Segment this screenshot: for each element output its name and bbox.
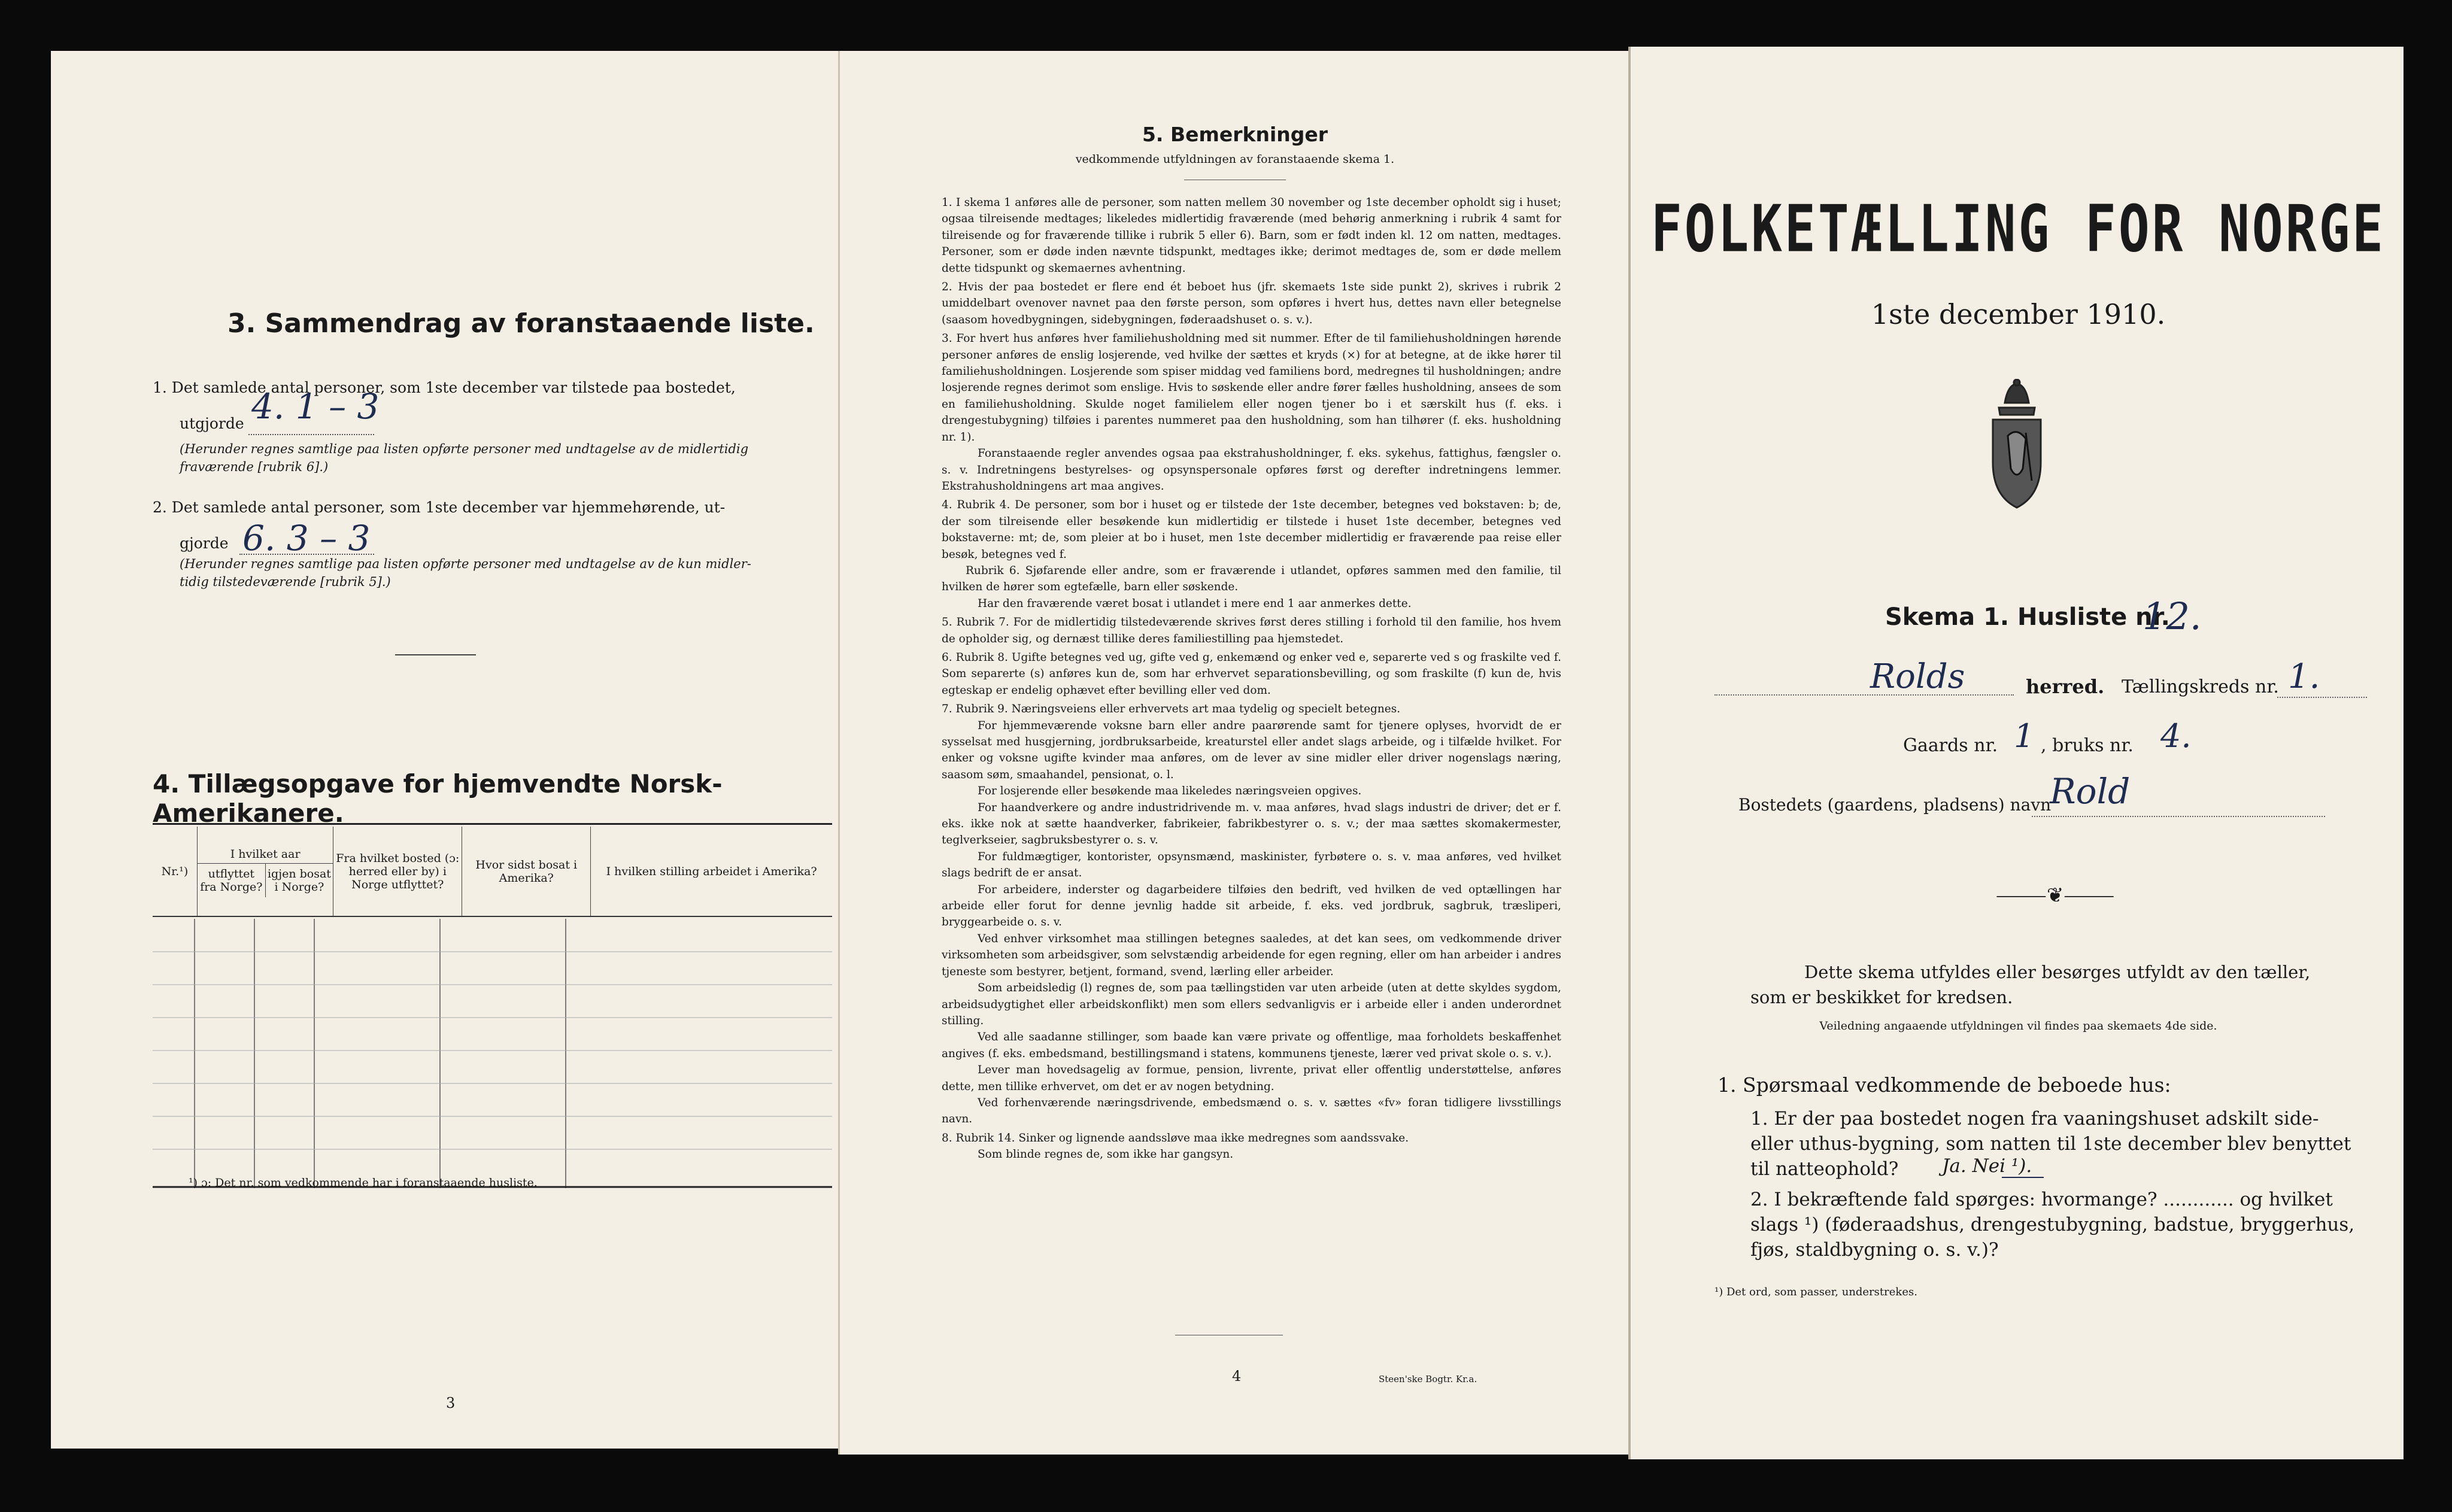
remark-para: 5. Rubrik 7. For de midlertidig tilstedeværende skrives først deres stilling i forhold til den familie, hos hvem de opholder sig, og dernæst tillike deres familiestilling paa hjemstedet. bbox=[942, 616, 1561, 645]
item-1-note-line1: (Herunder regnes samtlige paa listen opførte personer med undtagelse av de midlertidig bbox=[180, 442, 749, 456]
table-body-grid bbox=[153, 919, 832, 1188]
remark-para: For hjemmeværende voksne barn eller andre paarørende samt for tjenere oplyses, hvorvidt de er sysselsat med husgjerning, jordbruksarbeide, kreaturstel eller andet slags arbeide, og i tilfælde hvilket. For enker og voksne ugifte kvinder maa anføres, om de lever av sine midler eller driver nogenslags næring, saasom søm, smaahandel, pensionat, o. l. bbox=[942, 719, 1561, 781]
item-2-label: gjorde bbox=[180, 535, 229, 552]
nei-underline bbox=[2002, 1177, 2044, 1178]
remark-para: Som blinde regnes de, som ikke har gangsyn. bbox=[978, 1148, 1234, 1161]
page-3 bbox=[51, 51, 838, 1449]
husliste-nr-value: 12. bbox=[2143, 594, 2202, 638]
question-1: 1. Er der paa bostedet nogen fra vaaningshuset adskilt side- eller uthus-bygning, som natten til 1ste december blev benyttet til natteophold? bbox=[1750, 1108, 2351, 1180]
norsk-amerikanere-table bbox=[153, 827, 832, 917]
remark-para: 1. I skema 1 anføres alle de personer, som natten mellem 30 november og 1ste december opholdt sig i huset; ogsaa tilreisende medtages; likeledes midlertidig fraværende (med behørig anmerkning i rubrik 4 samt for tilreisende og for fraværende tillike i rubrik 5 eller 6). Barn, som er født inden kl. 12 om natten, medtages. Personer, som er døde inden nævnte tidspunkt, medtages ikke; derimot medtages de, som er døde mellem dette tidspunkt og skemaernes avhentning. bbox=[942, 196, 1561, 275]
remark-para: 6. Rubrik 8. Ugifte betegnes ved ug, gifte ved g, enkemænd og enker ved e, separerte ved s og fraskilte ved f. Som separerte (s) anføres kun de, som har erhvervet separationsbevilling, og som fraskilte (f) kun de, hvis egteskap er endelig ophævet efter bevilling eller ved dom. bbox=[942, 651, 1561, 697]
instruction-2: Veiledning angaaende utfyldningen vil findes paa skemaets 4de side. bbox=[1819, 1019, 2217, 1033]
page-1 bbox=[1628, 47, 2404, 1459]
item-1-label: utgjorde bbox=[180, 415, 244, 432]
table-footnote: ¹) ɔ: Det nr. som vedkommende har i foranstaaende husliste. bbox=[189, 1176, 538, 1189]
kreds-dotted-line bbox=[2277, 697, 2367, 698]
item-2-handwritten-value: 6. 3 – 3 bbox=[242, 518, 371, 558]
remark-para: Ved alle saadanne stillinger, som baade kan være private og offentlige, maa forholdets beskaffenhet angives (f. eks. embedsmand, bestillingsmand i statens, kommunens tjeneste, lærer ved privat skole o. s. v.). bbox=[942, 1031, 1561, 1060]
herred-dotted-line bbox=[1714, 694, 2014, 696]
item-2-text: 2. Det samlede antal personer, som 1ste december var hjemmehørende, ut- bbox=[153, 499, 726, 516]
remark-para: For losjerende eller besøkende maa likeledes næringsveien opgives. bbox=[978, 785, 1362, 798]
remark-para: 2. Hvis der paa bostedet er flere end ét beboet hus (jfr. skemaets 1ste side punkt 2), skrives i rubrik 2 umiddelbart ovenover navnet paa den første person, som opføres i hvert hus, dettes navn eller betegnelse (saasom hovedbygningen, sidebygningen, føderaadshuset o. s. v.). bbox=[942, 281, 1561, 326]
kreds-label: Tællingskreds nr. bbox=[2122, 676, 2279, 697]
item-1-text: 1. Det samlede antal personer, som 1ste december var tilstede paa bostedet, bbox=[153, 379, 736, 396]
item-1-dotted-line bbox=[248, 434, 374, 435]
remarks-title: 5. Bemerkninger bbox=[1142, 123, 1328, 146]
remark-para: 7. Rubrik 9. Næringsveiens eller erhvervets art maa tydelig og specielt betegnes. bbox=[942, 703, 1401, 716]
coat-of-arms-icon bbox=[1975, 379, 2059, 511]
gaards-value: 1 bbox=[2014, 717, 2035, 755]
item-1-note bbox=[180, 440, 826, 476]
remark-para: Rubrik 6. Sjøfarende eller andre, som er fraværende i utlandet, opføres sammen med den familie, til hvilken de hører som egtefælle, barn eller søskende. bbox=[942, 564, 1561, 594]
remark-para: For arbeidere, inderster og dagarbeidere tilføies den bedrift, ved hvilken de ved optællingen har arbeide eller forut for denne jevnlig hadde sit arbeide, f. eks. ved jordbruk, sagbruk, træsliperi, bryggearbeide o. s. v. bbox=[942, 883, 1561, 929]
col-nr: Nr.¹) bbox=[153, 827, 198, 916]
remark-para: Ved enhver virksomhet maa stillingen betegnes saaledes, at det kan sees, om vedkommende driver virksomheten som arbeidsgiver, som selvstændig arbeidende for egen regning, eller om han arbeider i andres tjeneste som bestyrer, betjent, formand, svend, lærling eller arbeider. bbox=[942, 932, 1561, 978]
instruction-1: Dette skema utfyldes eller besørges utfyldt av den tæller, som er beskikket for kredsen. bbox=[1750, 962, 2311, 1007]
remark-para: 3. For hvert hus anføres hver familiehusholdning med sit nummer. Efter de til familiehusholdningen hørende personer anføres de enslig losjerende, ved hvilke der sættes et kryds (×) for at betegne, at de ikke hører til familiehusholdningen. Losjerende som spiser middag ved familiens bord, medregnes til husholdningen; andre losjerende regnes derimot som enslige. Hvis to søskende eller andre fører fælles husholdning, ansees de som en familiehusholdning. Skulde noget familielem eller nogen tjener bo i et særskilt hus (f. eks. i drengestubygning) tilføies i parentes nummeret paa den husholdning, som han tilhører (f. eks. husholdning nr. 1). bbox=[942, 332, 1561, 444]
item-2-note bbox=[180, 555, 826, 591]
divider bbox=[395, 654, 476, 655]
item-1-note-line2: fraværende [rubrik 6].) bbox=[180, 460, 329, 474]
ornament: ⸻❦⸻ bbox=[1996, 883, 2115, 907]
page-number-4: 4 bbox=[1232, 1368, 1242, 1385]
skema-label: Skema 1. Husliste nr. bbox=[1885, 603, 2170, 631]
remark-para: Lever man hovedsagelig av formue, pension, livrente, privat eller offentlig understøttelse, anføres dette, men tillike erhvervet, om det er av nogen betydning. bbox=[942, 1064, 1561, 1093]
group-header: I hvilket aar bbox=[198, 845, 333, 864]
gaards-label: Gaards nr. bbox=[1903, 735, 1998, 756]
front-footnote: ¹) Det ord, som passer, understrekes. bbox=[1714, 1286, 1917, 1298]
kreds-value: 1. bbox=[2288, 657, 2320, 696]
remark-para: For haandverkere og andre industridrivende m. v. maa anføres, hvad slags industri de driver; det er f. eks. ikke nok at sætte haandverker, fabrikeier, fabrikbestyrer o. s. v.; der maa sættes skomakermester, teglverkseier, sagbruksbestyrer o. s. v. bbox=[942, 801, 1561, 847]
table-top-rule bbox=[153, 823, 832, 825]
col-utflyttet: utflyttet fra Norge? bbox=[198, 864, 266, 897]
remarks-body bbox=[942, 195, 1561, 1163]
col-stilling: I hvilken stilling arbeidet i Amerika? bbox=[591, 827, 832, 916]
bruks-label: , bruks nr. bbox=[2041, 735, 2134, 756]
herred-value: Rolds bbox=[1870, 657, 1965, 696]
remark-para: 4. Rubrik 4. De personer, som bor i huset og er tilstede der 1ste december, betegnes ved bokstaven: b; de, der som tilreisende eller besøkende kun midlertidig er tilstede i huset 1ste december, betegnes ved bokstaverne: mt; de, som pleier at bo i huset, men 1ste december midlertidig er fraværende paa reise eller besøk, betegnes ved f. bbox=[942, 499, 1561, 561]
remark-para: Foranstaaende regler anvendes ogsaa paa ekstrahusholdninger, f. eks. sykehus, fattighus, fængsler o. s. v. Indretningens bestyrelses- og opsynspersonale opføres først og derefter indretningens lemmer. Ekstrahusholdningens art maa angives. bbox=[942, 447, 1561, 493]
remark-para: Har den fraværende været bosat i utlandet i mere end 1 aar anmerkes dette. bbox=[978, 597, 1412, 610]
page-number-3: 3 bbox=[446, 1395, 456, 1411]
remark-para: Ved forhenværende næringsdrivende, embedsmænd o. s. v. sættes «fv» foran tidligere livsstillings navn. bbox=[942, 1096, 1561, 1126]
col-hvor-sidst: Hvor sidst bosat i Amerika? bbox=[462, 827, 591, 916]
item-2-note-line2: tidig tilstedeværende [rubrik 5].) bbox=[180, 575, 391, 589]
census-date: 1ste december 1910. bbox=[1871, 298, 2166, 330]
bosted-dotted-line bbox=[2032, 816, 2325, 817]
question-1-answer: Ja. Nei ¹). bbox=[1942, 1155, 2032, 1177]
herred-label: herred. bbox=[2026, 675, 2105, 698]
question-2: 2. I bekræftende fald spørges: hvormange? ............ og hvilket slags ¹) (føderaadshus, drengestubygning, badstue, bryggerhus, fjøs, staldbygning o. s. v.)? bbox=[1750, 1189, 2355, 1261]
question-heading: 1. Spørsmaal vedkommende de beboede hus: bbox=[1717, 1073, 2171, 1097]
section-4-title: 4. Tillægsopgave for hjemvendte Norsk-Amerikanere. bbox=[153, 769, 723, 828]
remark-para: 8. Rubrik 14. Sinker og lignende aandssløve maa ikke medregnes som aandssvake. bbox=[942, 1131, 1409, 1144]
remarks-subtitle: vedkommende utfyldningen av foranstaaende skema 1. bbox=[1075, 153, 1395, 166]
census-title: FOLKETÆLLING FOR NORGE bbox=[1650, 192, 2386, 267]
remark-para: Som arbeidsledig (l) regnes de, som paa tællingstiden var uten arbeide (uten at dette skyldes sygdom, arbeidsudygtighet eller arbeidskonflikt) men som ellers sedvanligvis er i arbeide eller i anden underordnet stilling. bbox=[942, 982, 1561, 1027]
col-igjen: igjen bosat i Norge? bbox=[267, 867, 331, 894]
item-2-note-line1: (Herunder regnes samtlige paa listen opførte personer med undtagelse av de kun midler- bbox=[180, 557, 751, 571]
col-group-aar bbox=[198, 827, 333, 916]
page-4 bbox=[838, 51, 1628, 1455]
section-3-title: 3. Sammendrag av foranstaaende liste. bbox=[227, 308, 815, 339]
printer-mark: Steen'ske Bogtr. Kr.a. bbox=[1379, 1374, 1477, 1385]
bosted-label: Bostedets (gaardens, pladsens) navn bbox=[1738, 795, 2052, 815]
bosted-value: Rold bbox=[2050, 771, 2131, 812]
bruks-value: 4. bbox=[2160, 717, 2192, 755]
col-fra-bosted: Fra hvilket bosted (ɔ: herred eller by) i Norge utflyttet? bbox=[333, 827, 462, 916]
item-1-handwritten-value: 4. 1 – 3 bbox=[251, 386, 380, 427]
remark-para: For fuldmægtiger, kontorister, opsynsmænd, maskinister, fyrbøtere o. s. v. maa anføres, ved hvilket slags bedrift de er ansat. bbox=[942, 850, 1561, 880]
